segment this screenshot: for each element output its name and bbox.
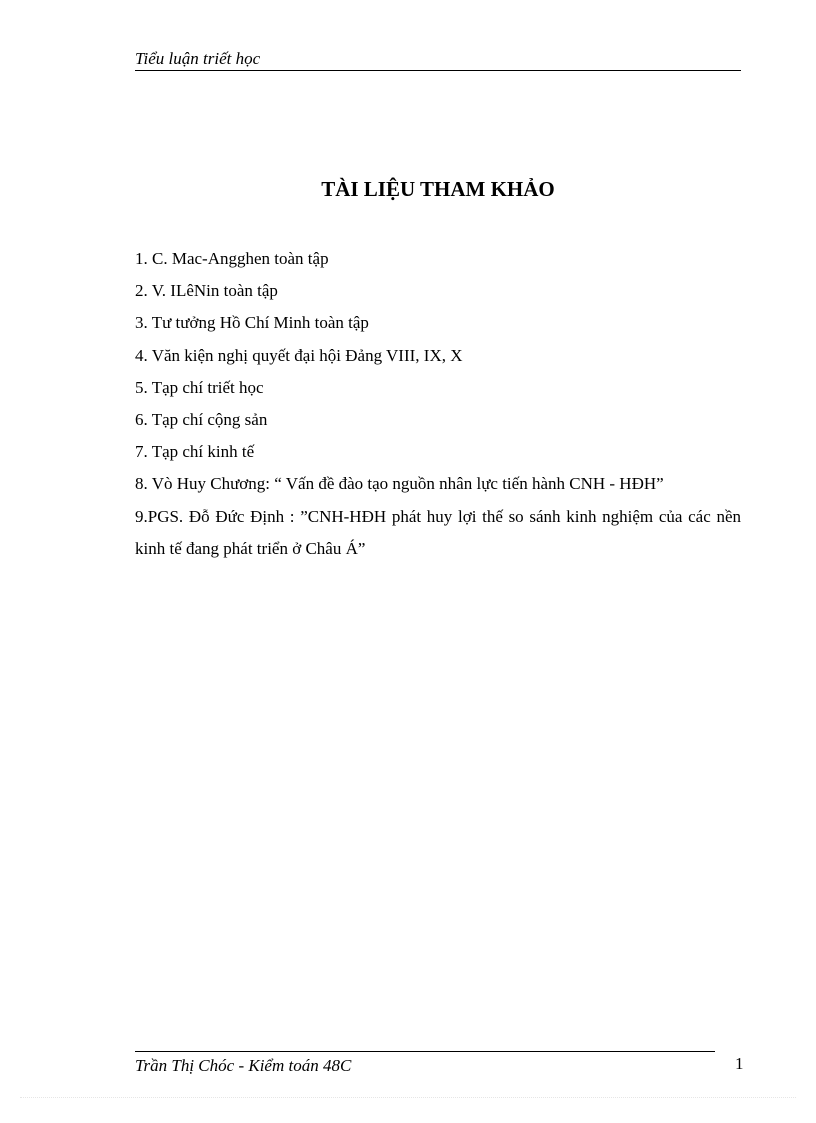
reference-item: 3. Tư tưởng Hồ Chí Minh toàn tập xyxy=(135,313,369,333)
reference-item: 7. Tạp chí kinh tế xyxy=(135,442,255,462)
footer-author: Trần Thị Chóc - Kiểm toán 48C xyxy=(135,1056,352,1075)
page-header: Tiểu luận triết học xyxy=(135,49,261,68)
page-number: 1 xyxy=(735,1054,744,1073)
reference-item: 2. V. ILêNin toàn tập xyxy=(135,281,278,301)
reference-item: 4. Văn kiện nghị quyết đại hội Đảng VIII, IX, X xyxy=(135,345,463,365)
footer-divider xyxy=(135,1051,715,1052)
reference-list xyxy=(135,243,741,565)
header-divider xyxy=(135,70,741,71)
page-edge-divider xyxy=(20,1097,796,1098)
reference-item: 9.PGS. Đỗ Đức Định : ”CNH-HĐH phát huy lợi thế so sánh kinh nghiệm của các nền kinh tế đang phát triển ở Châu Á” xyxy=(135,506,741,558)
reference-item: 8. Vò Huy Chương: “ Vấn đề đào tạo nguồn nhân lực tiến hành CNH - HĐH” xyxy=(135,474,664,494)
page-title: TÀI LIỆU THAM KHẢO xyxy=(321,177,555,201)
reference-item: 1. C. Mac-Angghen toàn tập xyxy=(135,249,329,268)
reference-item: 5. Tạp chí triết học xyxy=(135,377,264,397)
reference-item: 6. Tạp chí cộng sản xyxy=(135,410,268,430)
